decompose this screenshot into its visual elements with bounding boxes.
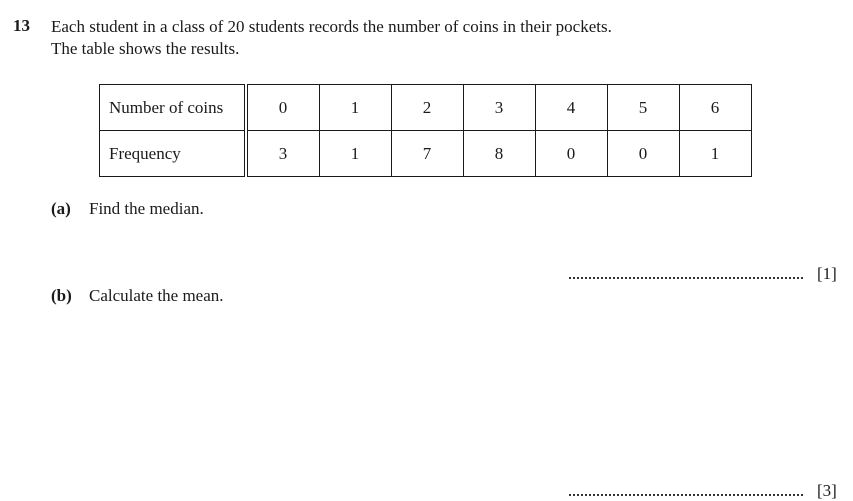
frequency-cell: 7 <box>391 131 463 177</box>
coins-cell: 1 <box>319 85 391 131</box>
marks-a: [1] <box>817 264 837 283</box>
coins-row <box>100 85 752 131</box>
part-a <box>51 199 204 219</box>
part-a-label: (a) <box>51 199 71 218</box>
coins-cell: 6 <box>679 85 751 131</box>
answer-line-a <box>569 264 837 284</box>
answer-dots-a[interactable] <box>569 264 803 279</box>
coins-cell: 4 <box>535 85 607 131</box>
frequency-row-header: Frequency <box>100 131 246 177</box>
part-a-text: Find the median. <box>89 199 204 218</box>
coins-cell: 2 <box>391 85 463 131</box>
frequency-table <box>99 84 752 177</box>
coins-cell: 0 <box>246 85 320 131</box>
frequency-cell: 1 <box>319 131 391 177</box>
part-b <box>51 286 224 306</box>
answer-dots-b[interactable] <box>569 481 803 496</box>
frequency-cell: 0 <box>535 131 607 177</box>
coins-cell: 3 <box>463 85 535 131</box>
intro-line-1: Each student in a class of 20 students records the number of coins in their pockets. <box>51 17 612 36</box>
answer-line-b <box>569 481 837 501</box>
marks-b: [3] <box>817 481 837 500</box>
coins-cell: 5 <box>607 85 679 131</box>
part-b-text: Calculate the mean. <box>89 286 224 305</box>
part-b-label: (b) <box>51 286 72 305</box>
question-number: 13 <box>13 16 30 35</box>
frequency-cell: 1 <box>679 131 751 177</box>
frequency-cell: 8 <box>463 131 535 177</box>
intro-line-2: The table shows the results. <box>51 39 240 58</box>
frequency-row <box>100 131 752 177</box>
coins-row-header: Number of coins <box>100 85 246 131</box>
frequency-cell: 3 <box>246 131 320 177</box>
frequency-cell: 0 <box>607 131 679 177</box>
question-intro <box>51 16 811 60</box>
